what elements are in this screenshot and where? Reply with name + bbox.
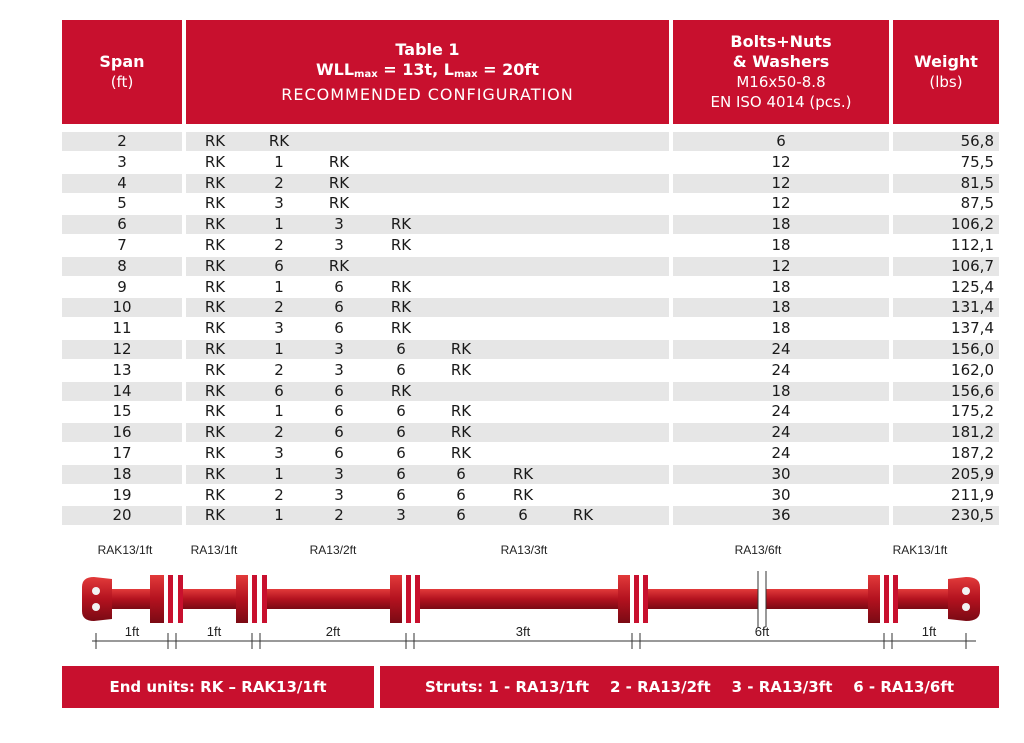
- config-cell: RK: [328, 173, 350, 192]
- config-cell: 6: [274, 256, 284, 275]
- bolts-cell: 12: [771, 152, 791, 171]
- config-cell: 2: [274, 173, 284, 192]
- config-cell: 1: [274, 402, 284, 421]
- part-label: RA13/3ft: [500, 543, 548, 557]
- span-cell: 8: [117, 256, 127, 275]
- table-row: [0, 443, 1024, 463]
- end-units-banner: [62, 666, 374, 708]
- weight-cell: 205,9: [951, 464, 994, 483]
- config-cell: RK: [450, 423, 472, 442]
- config-cell: RK: [268, 132, 290, 150]
- end-unit-left: [82, 575, 173, 623]
- strut-1ft: [178, 575, 257, 623]
- table-row: [0, 173, 1024, 193]
- table-row: [0, 152, 1024, 172]
- weight-cell: 56,8: [960, 132, 994, 150]
- table-row: [0, 235, 1024, 255]
- table-row: [0, 505, 1024, 525]
- config-cell: RK: [204, 360, 226, 379]
- weight-cell: 87,5: [960, 194, 994, 213]
- config-cell: RK: [204, 381, 226, 400]
- span-cell: 3: [117, 152, 127, 171]
- config-cell: RK: [204, 444, 226, 462]
- config-cell: RK: [390, 298, 412, 317]
- config-cell: 3: [274, 444, 284, 462]
- config-cell: 6: [396, 444, 406, 462]
- config-cell: 6: [518, 506, 528, 525]
- config-cell: 6: [334, 298, 344, 317]
- config-cell: RK: [204, 464, 226, 483]
- config-cell: 6: [334, 423, 344, 442]
- part-label: RA13/1ft: [190, 543, 238, 557]
- bolts-cell: 18: [771, 277, 791, 296]
- part-label: RA13/6ft: [734, 543, 782, 557]
- span-cell: 18: [112, 464, 132, 483]
- config-cell: RK: [328, 256, 350, 275]
- weight-cell: 75,5: [960, 152, 994, 171]
- config-cell: 1: [274, 277, 284, 296]
- config-cell: 6: [396, 464, 406, 483]
- span-cell: 5: [117, 194, 127, 213]
- config-cell: 2: [274, 485, 284, 504]
- config-cell: 3: [274, 319, 284, 338]
- config-cell: 6: [396, 485, 406, 504]
- struts-banner: [380, 666, 999, 708]
- config-cell: RK: [390, 381, 412, 400]
- config-cell: 2: [334, 506, 344, 525]
- header-span: [62, 20, 182, 124]
- dim-label: 6ft: [754, 624, 770, 639]
- weight-cell: 106,2: [951, 215, 994, 234]
- weight-title: Weight: [914, 52, 978, 71]
- span-cell: 19: [112, 485, 132, 504]
- span-cell: 11: [112, 319, 132, 338]
- config-cell: 6: [456, 485, 466, 504]
- config-cell: RK: [450, 402, 472, 421]
- bolts-cell: 24: [771, 444, 791, 462]
- config-cell: 3: [334, 485, 344, 504]
- table-row: [0, 464, 1024, 484]
- table-row: [0, 422, 1024, 442]
- end-unit-right: [893, 575, 980, 623]
- config-cell: 6: [274, 381, 284, 400]
- span-cell: 6: [117, 215, 127, 234]
- config-cell: 6: [334, 444, 344, 462]
- config-cell: 3: [334, 340, 344, 358]
- config-cell: RK: [204, 319, 226, 338]
- dim-label: 1ft: [206, 624, 222, 639]
- weight-cell: 230,5: [951, 506, 994, 525]
- config-cell: RK: [204, 506, 226, 525]
- struts-text: Struts: 1 - RA13/1ft 2 - RA13/2ft 3 - RA13/3ft 6 - RA13/6ft: [424, 678, 955, 696]
- config-cell: 6: [396, 423, 406, 442]
- bolts-cell: 30: [771, 464, 791, 483]
- table-row: [0, 381, 1024, 401]
- bolts-line4: EN ISO 4014 (pcs.): [710, 93, 852, 111]
- config-cell: 3: [334, 215, 344, 234]
- span-cell: 14: [112, 381, 132, 400]
- header-bolts: [673, 20, 889, 124]
- config-cell: 2: [274, 360, 284, 379]
- config-cell: 6: [456, 464, 466, 483]
- bolts-line1: Bolts+Nuts: [730, 32, 832, 51]
- dim-label: 1ft: [921, 624, 937, 639]
- weight-cell: 125,4: [951, 277, 994, 296]
- bolts-cell: 18: [771, 215, 791, 234]
- config-cell: RK: [204, 194, 226, 213]
- wll-line: $WLL_{max} = 13t$, $L_{max} = 20ft$: [315, 59, 540, 80]
- config-cell: RK: [204, 256, 226, 275]
- bolts-cell: 18: [771, 298, 791, 317]
- config-cell: RK: [450, 340, 472, 358]
- table-row: [0, 339, 1024, 359]
- span-title: Span: [99, 52, 145, 71]
- config-cell: 6: [396, 402, 406, 421]
- config-cell: 2: [274, 236, 284, 254]
- end-units-text: End units: RK – RAK13/1ft: [109, 678, 327, 696]
- config-cell: RK: [450, 444, 472, 462]
- table-row: [0, 214, 1024, 234]
- bolts-cell: 24: [771, 340, 791, 358]
- dimension-line: [92, 633, 976, 649]
- config-cell: 6: [334, 381, 344, 400]
- config-cell: 3: [334, 360, 344, 379]
- span-cell: 2: [117, 132, 127, 150]
- weight-cell: 181,2: [951, 423, 994, 442]
- table-row: [0, 360, 1024, 380]
- config-cell: RK: [512, 485, 534, 504]
- config-cell: 1: [274, 506, 284, 525]
- table-row: [0, 193, 1024, 213]
- weight-cell: 187,2: [951, 444, 994, 462]
- weight-cell: 106,7: [951, 256, 994, 275]
- config-cell: 3: [334, 236, 344, 254]
- config-cell: 6: [334, 319, 344, 338]
- config-cell: RK: [390, 277, 412, 296]
- dim-label: 3ft: [515, 624, 531, 639]
- config-cell: RK: [204, 340, 226, 358]
- config-cell: 3: [274, 194, 284, 213]
- span-cell: 20: [112, 506, 132, 525]
- config-cell: RK: [512, 464, 534, 483]
- config-cell: 1: [274, 464, 284, 483]
- bolts-cell: 12: [771, 173, 791, 192]
- config-cell: 1: [274, 340, 284, 358]
- part-label: RAK13/1ft: [892, 543, 948, 557]
- table-row: [0, 131, 1024, 151]
- config-cell: 6: [396, 360, 406, 379]
- config-cell: RK: [572, 506, 594, 525]
- config-cell: 3: [334, 464, 344, 483]
- strut-6ft: [643, 571, 889, 627]
- config-cell: 6: [396, 340, 406, 358]
- header-weight: [893, 20, 999, 124]
- span-cell: 10: [112, 298, 132, 317]
- bolts-cell: 12: [771, 194, 791, 213]
- weight-cell: 156,6: [951, 381, 994, 400]
- weight-unit: (lbs): [929, 73, 963, 91]
- config-cell: RK: [204, 173, 226, 192]
- bolts-cell: 24: [771, 402, 791, 421]
- bolts-line2: & Washers: [732, 52, 830, 71]
- weight-cell: 137,4: [951, 319, 994, 338]
- config-cell: RK: [390, 215, 412, 234]
- span-unit: (ft): [110, 73, 134, 91]
- table-row: [0, 401, 1024, 421]
- bolts-cell: 24: [771, 360, 791, 379]
- config-cell: RK: [450, 360, 472, 379]
- span-cell: 9: [117, 277, 127, 296]
- config-cell: 1: [274, 152, 284, 171]
- config-cell: RK: [204, 485, 226, 504]
- strut-assembly-diagram: [0, 535, 1024, 660]
- table-row: [0, 485, 1024, 505]
- table-row: [0, 318, 1024, 338]
- span-cell: 15: [112, 402, 132, 421]
- config-cell: RK: [204, 298, 226, 317]
- config-label: RECOMMENDED CONFIGURATION: [281, 84, 574, 104]
- header-config: [186, 20, 669, 124]
- dim-label: 2ft: [325, 624, 341, 639]
- bolts-cell: 12: [771, 256, 791, 275]
- config-cell: RK: [204, 236, 226, 254]
- weight-cell: 112,1: [951, 236, 994, 254]
- table-row: [0, 297, 1024, 317]
- table-row: [0, 277, 1024, 297]
- bolts-cell: 18: [771, 236, 791, 254]
- weight-cell: 81,5: [960, 173, 994, 192]
- span-cell: 12: [112, 340, 132, 358]
- config-cell: 6: [456, 506, 466, 525]
- dim-label: 1ft: [124, 624, 140, 639]
- config-cell: RK: [328, 152, 350, 171]
- bolts-line3: M16x50-8.8: [736, 73, 826, 91]
- config-cell: RK: [204, 423, 226, 442]
- part-label: RA13/2ft: [309, 543, 357, 557]
- span-cell: 17: [112, 444, 132, 462]
- config-cell: RK: [390, 319, 412, 338]
- bolts-cell: 18: [771, 381, 791, 400]
- config-cell: 6: [334, 402, 344, 421]
- strut-3ft: [415, 575, 639, 623]
- config-cell: 1: [274, 215, 284, 234]
- weight-cell: 175,2: [951, 402, 994, 421]
- config-cell: 6: [334, 277, 344, 296]
- strut-2ft: [262, 575, 411, 623]
- bolts-cell: 6: [776, 132, 786, 150]
- bolts-cell: 18: [771, 319, 791, 338]
- bolts-cell: 36: [771, 506, 791, 525]
- config-cell: RK: [204, 132, 226, 150]
- config-cell: RK: [204, 215, 226, 234]
- weight-cell: 156,0: [951, 340, 994, 358]
- weight-cell: 131,4: [951, 298, 994, 317]
- part-label: RAK13/1ft: [97, 543, 153, 557]
- span-cell: 7: [117, 236, 127, 254]
- weight-cell: 211,9: [951, 485, 994, 504]
- span-cell: 16: [112, 423, 132, 442]
- config-cell: RK: [390, 236, 412, 254]
- span-cell: 4: [117, 173, 127, 192]
- table-row: [0, 256, 1024, 276]
- bolts-cell: 24: [771, 423, 791, 442]
- config-cell: RK: [204, 277, 226, 296]
- weight-cell: 162,0: [951, 360, 994, 379]
- bolts-cell: 30: [771, 485, 791, 504]
- config-cell: 2: [274, 298, 284, 317]
- config-cell: 3: [396, 506, 406, 525]
- config-cell: 2: [274, 423, 284, 442]
- config-cell: RK: [204, 152, 226, 171]
- table-title: Table 1: [395, 39, 460, 59]
- config-cell: RK: [204, 402, 226, 421]
- config-cell: RK: [328, 194, 350, 213]
- span-cell: 13: [112, 360, 132, 379]
